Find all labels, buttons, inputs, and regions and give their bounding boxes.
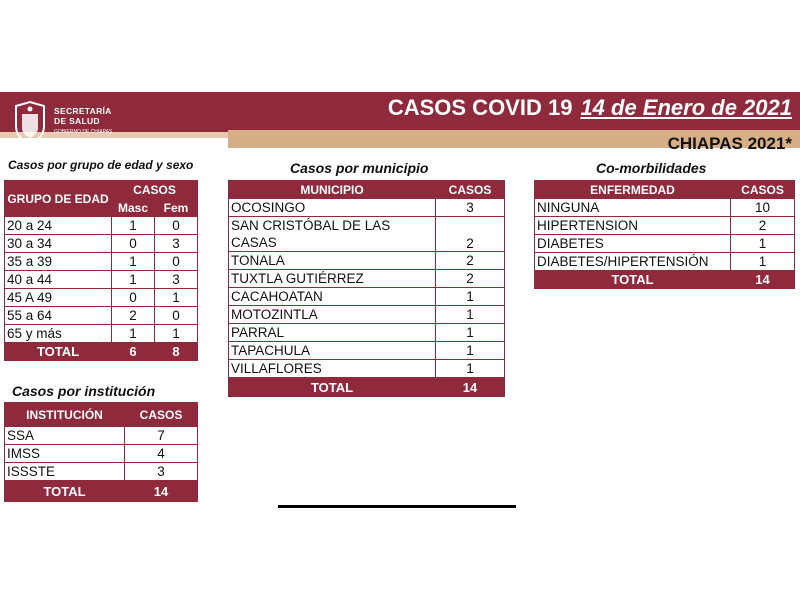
comorb-col-name: ENFERMEDAD — [535, 181, 731, 199]
comorbidity-table — [534, 180, 795, 289]
table-row: CACAHOATAN 1 — [229, 288, 505, 306]
shield-icon — [12, 100, 48, 146]
comorbidity-table-title: Co-morbilidades — [596, 160, 707, 176]
age-col-masc: Masc — [112, 199, 155, 217]
table-row: TAPACHULA 1 — [229, 342, 505, 360]
municipality-table-title: Casos por municipio — [290, 160, 429, 176]
inst-col-cases: CASOS — [125, 403, 198, 427]
table-row: TONALA 2 — [229, 252, 505, 270]
institution-table — [4, 402, 198, 502]
bottom-divider — [278, 505, 516, 508]
table-row: MOTOZINTLA 1 — [229, 306, 505, 324]
age-table — [4, 180, 198, 361]
table-row: NINGUNA 10 — [535, 199, 795, 217]
table-row: 65 y más 1 1 — [5, 325, 198, 343]
table-row: HIPERTENSION 2 — [535, 217, 795, 235]
age-col-group: GRUPO DE EDAD — [5, 181, 112, 217]
logo-line2: DE SALUD — [54, 116, 100, 126]
total-row: TOTAL 14 — [229, 378, 505, 397]
title-date: 14 de Enero de 2021 — [580, 95, 792, 120]
total-row: TOTAL 14 — [535, 271, 795, 289]
total-row: TOTAL 14 — [5, 481, 198, 502]
comorb-col-cases: CASOS — [731, 181, 795, 199]
title-text: CASOS COVID 19 — [387, 95, 573, 120]
mun-col-name: MUNICIPIO — [229, 181, 436, 199]
secretaria-logo — [12, 100, 132, 146]
mun-col-cases: CASOS — [436, 181, 505, 199]
logo-line1: SECRETARÍA — [54, 106, 112, 116]
state-label: CHIAPAS 2021* — [667, 134, 792, 153]
table-row: OCOSINGO 3 — [229, 199, 505, 217]
age-col-cases: CASOS — [112, 181, 198, 199]
table-row: 40 a 44 1 3 — [5, 271, 198, 289]
municipality-table — [228, 180, 505, 397]
table-row: ISSSTE 3 — [5, 463, 198, 481]
table-row: SSA 7 — [5, 427, 198, 445]
age-col-fem: Fem — [155, 199, 198, 217]
table-row: DIABETES/HIPERTENSIÓN 1 — [535, 253, 795, 271]
institution-table-title: Casos por institución — [12, 383, 156, 399]
logo-line3: GOBIERNO DE CHIAPAS — [54, 129, 113, 135]
table-row: 35 a 39 1 0 — [5, 253, 198, 271]
page-title — [388, 93, 792, 123]
table-row: PARRAL 1 — [229, 324, 505, 342]
total-row: TOTAL 6 8 — [5, 343, 198, 361]
inst-col-name: INSTITUCIÓN — [5, 403, 125, 427]
table-row: 45 A 49 0 1 — [5, 289, 198, 307]
table-row: SAN CRISTÓBAL DE LAS CASAS 2 — [229, 217, 505, 252]
table-row: 30 a 34 0 3 — [5, 235, 198, 253]
table-row: 55 a 64 2 0 — [5, 307, 198, 325]
table-row: VILLAFLORES 1 — [229, 360, 505, 378]
table-row: 20 a 24 1 0 — [5, 217, 198, 235]
table-row: DIABETES 1 — [535, 235, 795, 253]
age-table-title: Casos por grupo de edad y sexo — [8, 158, 194, 172]
table-row: TUXTLA GUTIÉRREZ 2 — [229, 270, 505, 288]
table-row: IMSS 4 — [5, 445, 198, 463]
